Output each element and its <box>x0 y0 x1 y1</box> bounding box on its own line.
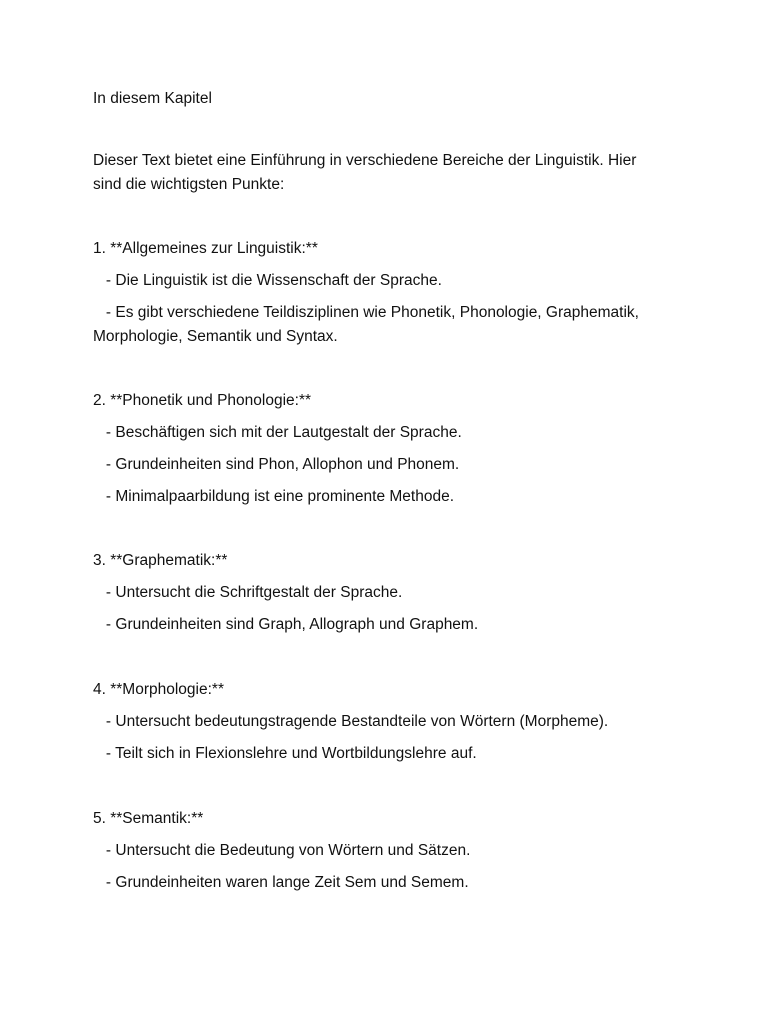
list-item: - Untersucht die Bedeutung von Wörtern und Sätzen. <box>93 842 471 859</box>
list-item: - Grundeinheiten sind Phon, Allophon und Phonem. <box>93 456 460 473</box>
list-item: - Es gibt verschiedene Teildisziplinen wie Phonetik, Phonologie, Graphematik, <box>93 304 639 321</box>
list-item: - Untersucht bedeutungstragende Bestandteile von Wörtern (Morpheme). <box>93 713 609 730</box>
intro-text-line-2: sind die wichtigsten Punkte: <box>93 176 285 193</box>
list-item: - Minimalpaarbildung ist eine prominente Methode. <box>93 488 454 505</box>
list-item: - Teilt sich in Flexionslehre und Wortbildungslehre auf. <box>93 745 477 762</box>
list-item-continuation: Morphologie, Semantik und Syntax. <box>93 328 338 345</box>
intro-text-line-1: Dieser Text bietet eine Einführung in verschiedene Bereiche der Linguistik. Hier <box>93 152 637 169</box>
list-item: - Untersucht die Schriftgestalt der Sprache. <box>93 584 403 601</box>
section-title-semantics: 5. **Semantik:** <box>93 810 204 827</box>
list-item: - Beschäftigen sich mit der Lautgestalt der Sprache. <box>93 424 462 441</box>
chapter-heading: In diesem Kapitel <box>93 90 212 107</box>
section-title-morphology: 4. **Morphologie:** <box>93 681 224 698</box>
list-item: - Grundeinheiten sind Graph, Allograph und Graphem. <box>93 616 479 633</box>
section-title-general-linguistics: 1. **Allgemeines zur Linguistik:** <box>93 240 318 257</box>
section-title-graphematics: 3. **Graphematik:** <box>93 552 228 569</box>
list-item: - Grundeinheiten waren lange Zeit Sem und Semem. <box>93 874 469 891</box>
section-title-phonetics-phonology: 2. **Phonetik und Phonologie:** <box>93 392 312 409</box>
list-item: - Die Linguistik ist die Wissenschaft der Sprache. <box>93 272 442 289</box>
